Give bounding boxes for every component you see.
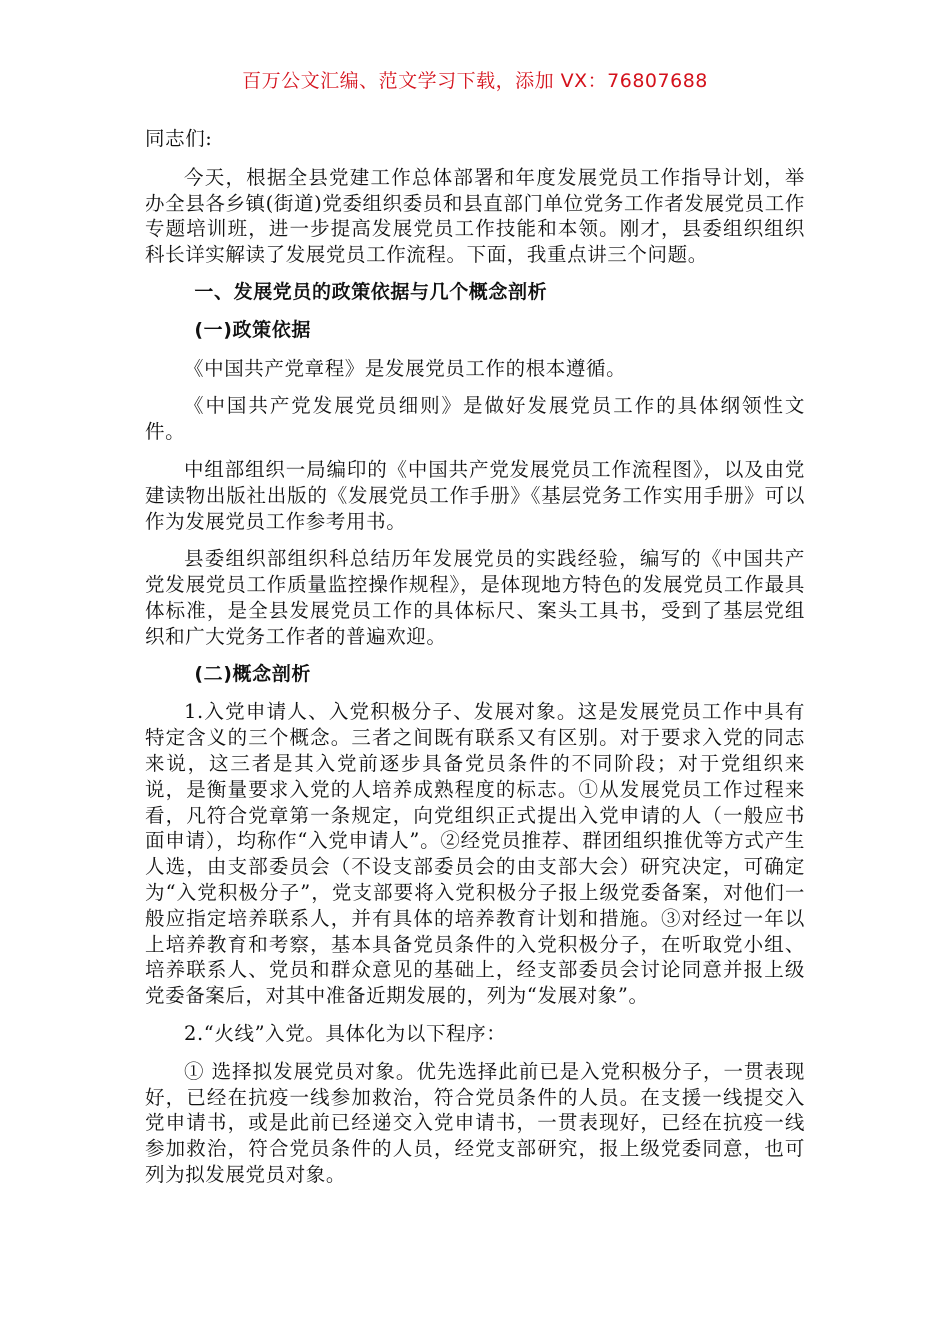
subsection-heading-policy: (一)政策依据	[194, 318, 311, 341]
paragraph-detailed-rules: 《中国共产党发展党员细则》是做好发展党员工作的具体纲领性文件。	[145, 394, 805, 444]
intro-paragraph: 今天，根据全县党建工作总体部署和年度发展党员工作指导计划，举办全县各乡镇(街道)党委组织委员和县直部门单位党务工作者发展党员工作专题培训班，进一步提高发展党员工作技能和本领。刚才，县委组织组织科长详实解读了发展党员工作流程。下面，我重点讲三个问题。	[145, 165, 805, 267]
paragraph-select-candidates: ① 选择拟发展党员对象。优先选择此前已是入党积极分子，一贯表现好，已经在抗疫一线参加救治，符合党员条件的人员。在支援一线提交入党申请书，或是此前已经递交入党申请书，一贯表现好，已经在抗疫一线参加救治，符合党员条件的人员，经党支部研究，报上级党委同意，也可列为拟发展党员对象。	[145, 1059, 805, 1186]
paragraph-frontline-joining: 2.“火线”入党。具体化为以下程序：	[184, 1021, 507, 1045]
watermark-banner: 百万公文汇编、范文学习下载，添加 VX：76807688	[242, 70, 708, 92]
paragraph-party-constitution: 《中国共产党章程》是发展党员工作的根本遵循。	[184, 356, 627, 380]
subsection-heading-concepts: (二)概念剖析	[194, 662, 311, 685]
paragraph-three-concepts: 1.入党申请人、入党积极分子、发展对象。这是发展党员工作中具有特定含义的三个概念。三者之间既有联系又有区别。对于要求入党的同志来说，这三者是其入党前逐步具备党员条件的不同阶段；对于党组织来说，是衡量要求入党的人培养成熟程度的标志。①从发展党员工作过程来看，凡符合党章第一条规定，向党组织正式提出入党申请的人（一般应书面申请），均称作“入党申请人”。②经党员推荐、群团组织推优等方式产生人选，由支部委员会（不设支部委员会的由支部大会）研究决定，可确定为“入党积极分子”，党支部要将入党积极分子报上级党委备案，对他们一般应指定培养联系人，并有具体的培养教育计划和措施。③对经过一年以上培养教育和考察，基本具备党员条件的入党积极分子，在听取党小组、培养联系人、党员和群众意见的基础上，经支部委员会讨论同意并报上级党委备案后，对其中准备近期发展的，列为“发展对象”。	[145, 700, 805, 1008]
paragraph-reference-books: 中组部组织一局编印的《中国共产党发展党员工作流程图》，以及由党建读物出版社出版的《发展党员工作手册》《基层党务工作实用手册》可以作为发展党员工作参考用书。	[145, 457, 805, 533]
salutation: 同志们:	[145, 127, 213, 150]
document-body	[145, 126, 805, 1200]
section-heading-1: 一、发展党员的政策依据与几个概念剖析	[194, 280, 548, 303]
paragraph-county-standard: 县委组织部组织科总结历年发展党员的实践经验，编写的《中国共产党发展党员工作质量监控操作规程》，是体现地方特色的发展党员工作最具体标准，是全县发展党员工作的具体标尺、案头工具书，受到了基层党组织和广大党务工作者的普遍欢迎。	[145, 547, 805, 648]
